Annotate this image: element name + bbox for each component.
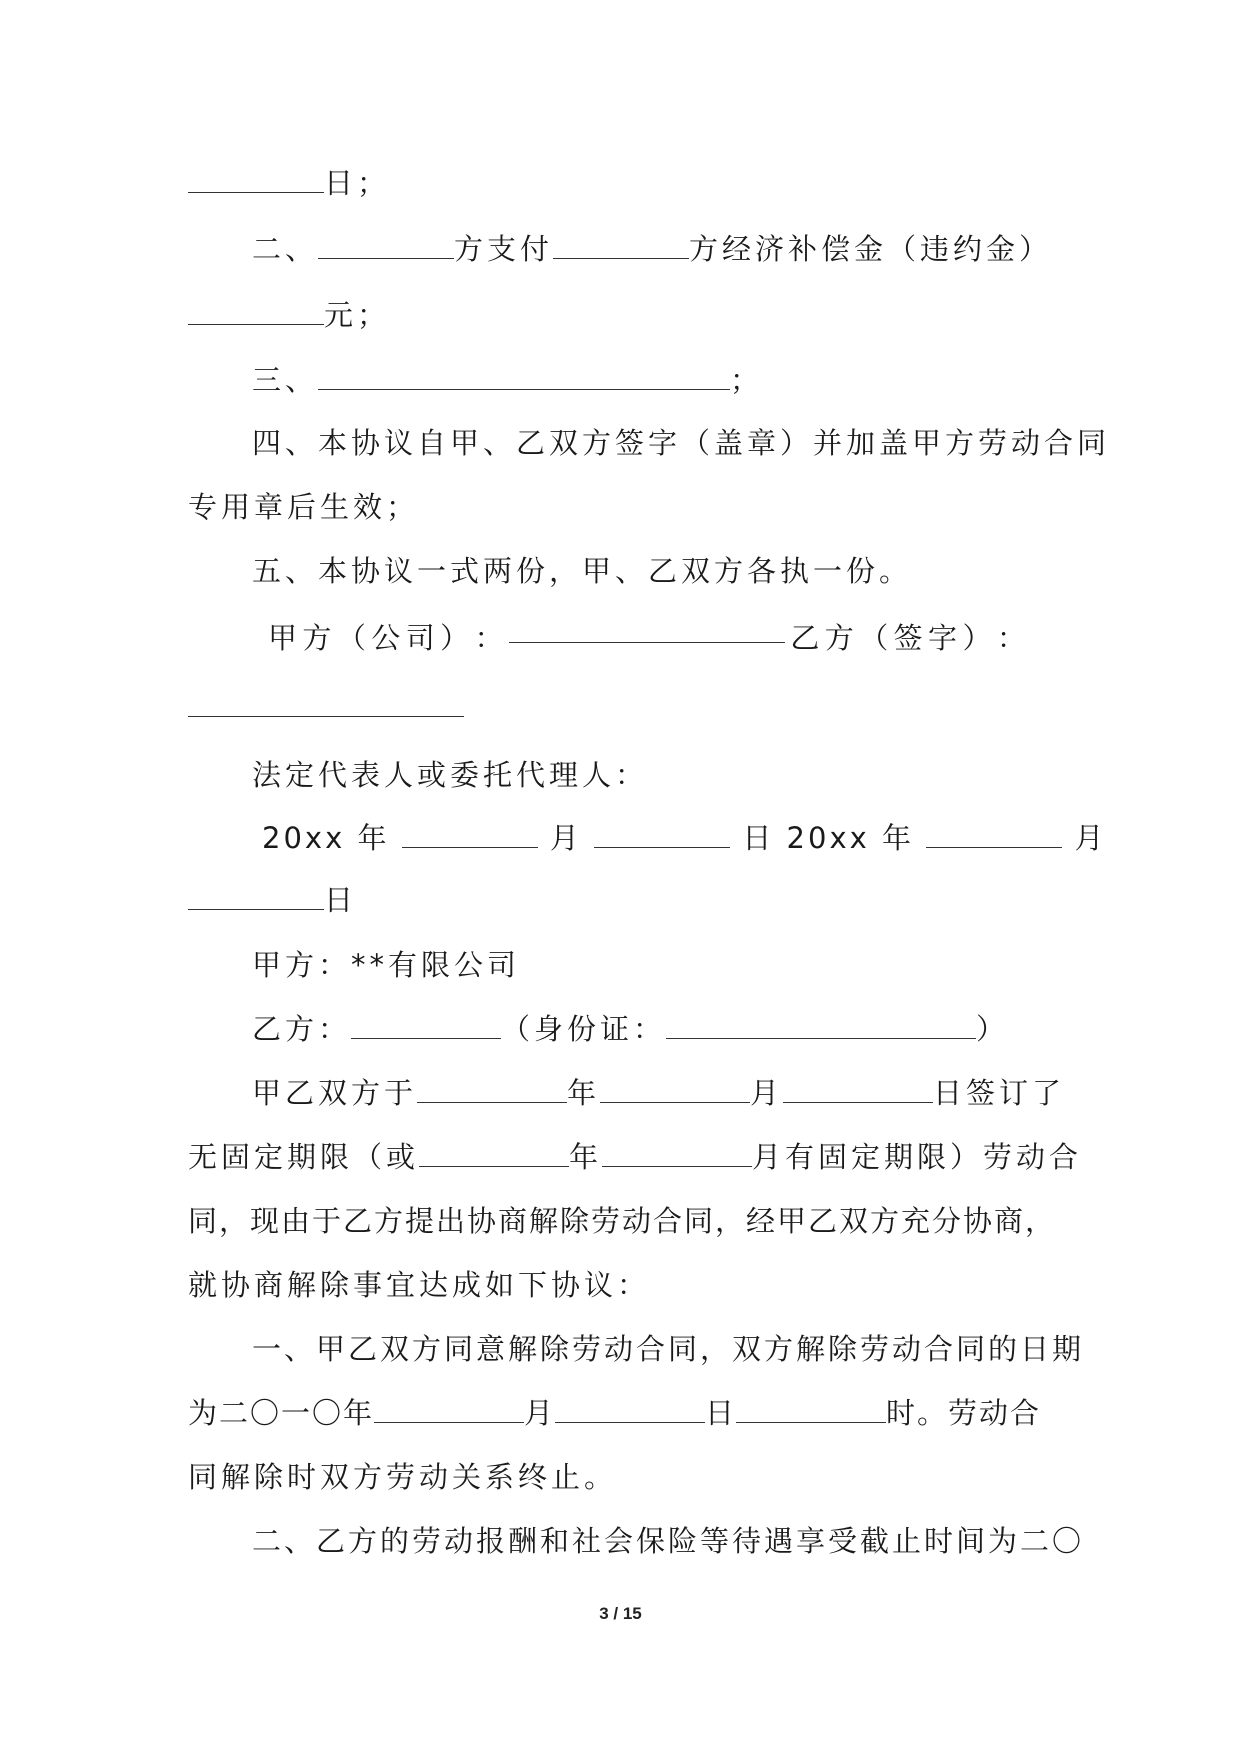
blank-line <box>600 1080 750 1103</box>
text-line <box>188 687 464 727</box>
text-span: （ <box>859 621 889 655</box>
blank-line <box>555 1400 705 1423</box>
text-span: 时。劳动合 <box>886 1396 1042 1430</box>
text-span: ） <box>440 621 470 655</box>
blank-line <box>419 1144 569 1167</box>
text-line <box>188 1393 1041 1433</box>
text-span: 为二〇一〇年 <box>188 1396 375 1430</box>
text-span: 年 <box>567 1076 601 1110</box>
text-span: （身份证： <box>501 1012 667 1046</box>
text-line <box>252 360 763 400</box>
text-line <box>188 1457 617 1497</box>
text-span: 方经济补偿金（违约金） <box>689 232 1053 266</box>
text-line <box>252 1329 1084 1369</box>
text-span: 日； <box>324 166 391 200</box>
text-span: 字 <box>928 621 958 655</box>
text-span: 同，现由于乙方提出协商解除劳动合同，经甲乙双方充分协商， <box>188 1204 1057 1238</box>
text-span: 五、本协议一式两份，甲、乙双方各执一份。 <box>252 554 913 588</box>
text-line <box>188 295 390 335</box>
blank-line <box>783 1080 933 1103</box>
blank-line <box>351 1016 501 1039</box>
text-line <box>188 880 357 920</box>
text-span: ： <box>996 621 1026 655</box>
blank-line <box>509 618 785 643</box>
text-span: ： <box>474 621 504 655</box>
text-span: 无固定期限（或 <box>188 1140 420 1174</box>
text-span: 元； <box>324 298 391 332</box>
text-span: 专用章后生效； <box>188 490 420 524</box>
text-span: ） <box>976 1012 1010 1046</box>
text-span: 三、 <box>252 363 319 397</box>
text-line <box>188 1265 650 1305</box>
text-span: 年 <box>569 1140 603 1174</box>
text-span: 日 <box>705 1396 737 1430</box>
text-span: 20xx 年 <box>262 821 390 855</box>
blank-line <box>417 1080 567 1103</box>
text-span: 方支付 <box>454 232 554 266</box>
text-line <box>252 423 1110 463</box>
blank-line <box>188 887 324 910</box>
text-span: （ <box>336 621 366 655</box>
text-span: 司 <box>405 621 435 655</box>
text-span: 乙 <box>790 621 820 655</box>
blank-line <box>374 1400 524 1423</box>
text-span: 月有固定期限）劳动合 <box>752 1140 1083 1174</box>
text-span: 甲方：**有限公司 <box>252 948 521 982</box>
blank-line <box>318 367 730 390</box>
text-span: 月 <box>750 1076 784 1110</box>
text-span: 日 <box>324 883 358 917</box>
page-number: 3 / 15 <box>599 1604 642 1623</box>
text-line <box>252 551 912 591</box>
text-span: 乙方： <box>252 1012 352 1046</box>
blank-line <box>926 825 1062 848</box>
text-span: 月 <box>1074 821 1107 855</box>
text-span: 甲乙双方于 <box>252 1076 418 1110</box>
text-span: 法定代表人或委托代理人： <box>252 758 649 792</box>
text-span: 日签订了 <box>933 1076 1066 1110</box>
text-line <box>252 1073 1065 1113</box>
text-line <box>252 755 648 795</box>
text-span: 方 <box>824 621 854 655</box>
text-span: 二、乙方的劳动报酬和社会保险等待遇享受截止时间为二〇 <box>252 1524 1085 1558</box>
blank-line <box>666 1016 976 1039</box>
text-line <box>252 229 1052 269</box>
text-span: 二、 <box>252 232 319 266</box>
text-span: 就协商解除事宜达成如下协议： <box>188 1268 651 1302</box>
text-span: ； <box>730 363 764 397</box>
text-span: 公 <box>371 621 401 655</box>
text-span: 月 <box>549 821 582 855</box>
text-line <box>188 1137 1082 1177</box>
blank-line <box>736 1400 886 1423</box>
signature-row <box>268 618 1026 658</box>
blank-line <box>318 236 454 259</box>
blank-line <box>602 1144 752 1167</box>
text-span: 月 <box>524 1396 556 1430</box>
text-span: 四、本协议自甲、乙双方签字（盖章）并加盖甲方劳动合同 <box>252 426 1111 460</box>
blank-line <box>188 170 324 193</box>
text-line <box>188 487 419 527</box>
blank-line <box>594 825 730 848</box>
text-line <box>252 1521 1084 1561</box>
blank-line <box>553 236 689 259</box>
text-line <box>188 163 390 203</box>
text-line <box>188 1201 1056 1241</box>
text-span: 同解除时双方劳动关系终止。 <box>188 1460 618 1494</box>
text-span: 甲 <box>268 621 298 655</box>
text-span: 一、甲乙双方同意解除劳动合同，双方解除劳动合同的日期 <box>252 1332 1085 1366</box>
text-span: 签 <box>893 621 923 655</box>
text-span: ） <box>962 621 992 655</box>
text-line <box>252 945 520 985</box>
text-span: 日 20xx 年 <box>742 821 915 855</box>
text-span: 方 <box>302 621 332 655</box>
blank-line <box>188 694 464 717</box>
blank-line <box>188 302 324 325</box>
blank-line <box>402 825 538 848</box>
date-line <box>262 818 1106 858</box>
text-line <box>252 1009 1009 1049</box>
